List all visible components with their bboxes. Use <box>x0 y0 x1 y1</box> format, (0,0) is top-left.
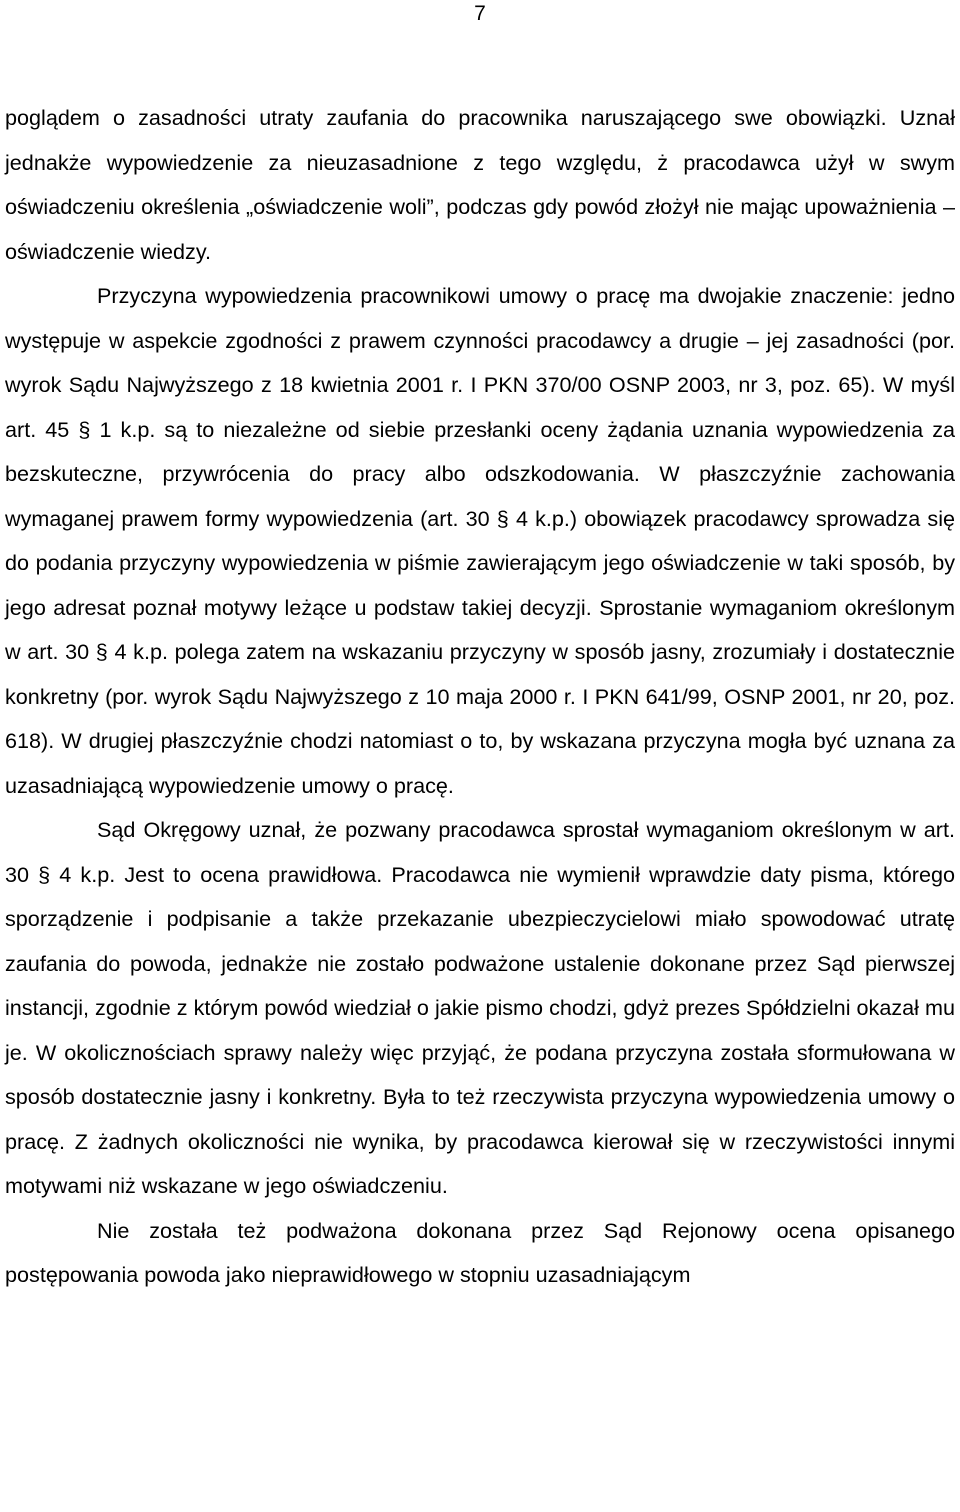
paragraph-regional-court-assessment: Nie została też podważona dokonana przez Sąd Rejonowy ocena opisanego postępowania powoda jako nieprawidłowego w stopniu uzasadniającym <box>5 1217 955 1287</box>
paragraph-continuation: poglądem o zasadności utraty zaufania do pracownika naruszającego swe obowiązki. Uznał jednakże wypowiedzenie za nieuzasadnione z tego względu, ż pracodawca użył w swym oświadczeniu określenia „oświadczenie woli”, podczas gdy powód złożył nie mając upoważnienia – oświadczenie wiedzy. <box>5 105 955 264</box>
paragraph-district-court-assessment: Sąd Okręgowy uznał, że pozwany pracodawca sprostał wymaganiom określonym w art. 30 § 4 k.p. Jest to ocena prawidłowa. Pracodawca nie wymienił wprawdzie daty pisma, którego sporządzenie i podpisanie a także przekazanie ubezpieczycielowi miało spowodować utratę zaufania do powoda, jednakże nie zostało podważone ustalenie dokonane przez Sąd pierwszej instancji, zgodnie z którym powód wiedział o jakie pismo chodzi, gdyż prezes Spółdzielni okazał mu je. W okolicznościach sprawy należy więc przyjąć, że podana przyczyna została sformułowana w sposób dostatecznie jasny i konkretny. Była to też rzeczywista przyczyna wypowiedzenia umowy o pracę. Z żadnych okoliczności nie wynika, by pracodawca kierował się w rzeczywistości innymi motywami niż wskazane w jego oświadczeniu. <box>5 817 955 1198</box>
paragraph-reason-for-dismissal: Przyczyna wypowiedzenia pracownikowi umowy o pracę ma dwojakie znaczenie: jedno występuje w aspekcie zgodności z prawem czynności pracodawcy a drugie – jej zasadności (por. wyrok Sądu Najwyższego z 18 kwietnia 2001 r. I PKN 370/00 OSNP 2003, nr 3, poz. 65). W myśl art. 45 § 1 k.p. są to niezależne od siebie przesłanki oceny żądania uznania wypowiedzenia za bezskuteczne, przywrócenia do pracy albo odszkodowania. W płaszczyźnie zachowania wymaganej prawem formy wypowiedzenia (art. 30 § 4 k.p.) obowiązek pracodawcy sprowadza się do podania przyczyny wypowiedzenia w piśmie zawierającym jego oświadczenie w taki sposób, by jego adresat poznał motywy leżące u podstaw takiej decyzji. Sprostanie wymaganiom określonym w art. 30 § 4 k.p. polega zatem na wskazaniu przyczyny w sposób jasny, zrozumiały i dostatecznie konkretny (por. wyrok Sądu Najwyższego z 10 maja 2000 r. I PKN 641/99, OSNP 2001, nr 20, poz. 618). W drugiej płaszczyźnie chodzi natomiast o to, by wskazana przyczyna mogła być uznana za uzasadniającą wypowiedzenie umowy o pracę. <box>5 283 955 798</box>
document-body <box>5 96 955 1298</box>
page-number: 7 <box>474 2 486 25</box>
